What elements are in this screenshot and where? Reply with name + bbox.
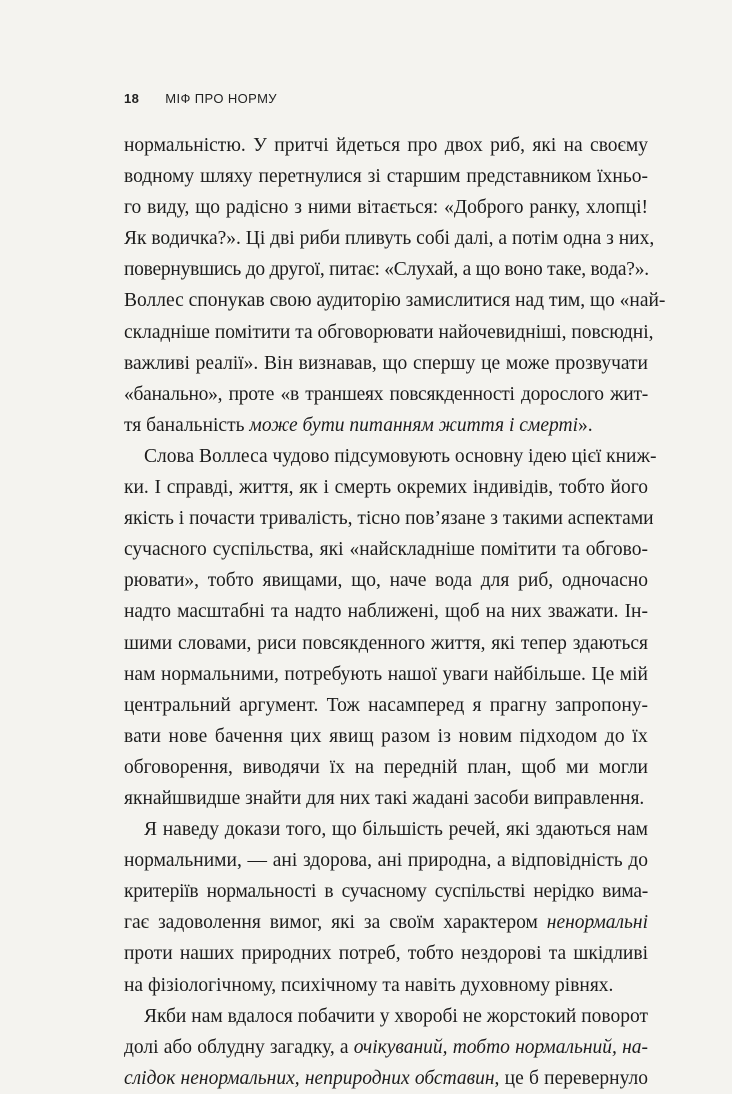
text-line — [124, 845, 648, 876]
text-segment: водному шляху перетнулися зі старшим представником їхньо- — [124, 166, 648, 188]
italic-text: може бути питанням життя і смерті — [249, 414, 578, 436]
text-segment: нам нормальними, потребують нашої уваги найбільше. Це мій — [124, 663, 648, 685]
text-segment: складніше помітити та обговорювати найочевидніші, повсюдні, — [124, 321, 654, 343]
text-line — [124, 1001, 648, 1032]
text-line — [124, 534, 648, 565]
text-line — [124, 970, 648, 1001]
text-line — [124, 628, 648, 659]
text-segment: на фізіологічному, психічному та навіть духовному рівнях. — [124, 974, 614, 996]
text-line — [124, 503, 654, 534]
text-line — [124, 814, 648, 845]
running-header — [124, 91, 277, 106]
text-segment: важливі реалії». Він визнавав, що спершу це може прозвучати — [124, 352, 648, 374]
text-segment: нормальними, — ані здорова, ані природна, а відповідність до — [124, 850, 648, 872]
text-line — [124, 752, 648, 783]
text-segment: якість і почасти тривалість, тісно пов’язане з такими аспектами — [124, 508, 654, 530]
text-segment: Воллес спонукав свою аудиторію замислитися над тим, що «най- — [124, 290, 666, 312]
text-segment: ». — [577, 414, 593, 436]
text-segment: «банально», проте «в траншеях повсякденності дорослого жит- — [124, 383, 648, 405]
text-line — [124, 783, 648, 814]
text-line — [124, 938, 648, 969]
text-line — [124, 876, 648, 907]
text-segment: надто масштабні та надто наближені, щоб на них зважати. Ін- — [124, 601, 648, 623]
text-segment: Як водичка?». Ці дві риби пливуть собі далі, а потім одна з них, — [124, 228, 655, 250]
text-line — [124, 721, 648, 752]
text-segment: Я наведу докази того, що більшість речей, які здаються нам — [144, 819, 648, 841]
text-segment: критеріїв нормальності в сучасному суспільстві нерідко вима- — [124, 881, 648, 903]
text-line — [124, 317, 654, 348]
text-segment: Якби нам вдалося побачити у хворобі не жорстокий поворот — [144, 1005, 648, 1027]
text-segment: го виду, що радісно з ними вітається: «Доброго ранку, хлопці! — [124, 197, 648, 219]
italic-text: очікуваний, тобто нормальний, на- — [353, 1036, 648, 1058]
text-segment: рювати», тобто явищами, що, наче вода для риб, одночасно — [124, 570, 648, 592]
text-segment: , це б перевернуло — [494, 1067, 648, 1089]
text-segment: сучасного суспільства, які «найскладніше помітити та обгово- — [124, 539, 648, 561]
text-segment: центральний аргумент. Тож насамперед я прагну запропону- — [124, 694, 648, 716]
text-segment: шими словами, риси повсякденного життя, які тепер здаються — [124, 632, 648, 654]
text-line — [124, 690, 648, 721]
text-segment: тя банальність — [124, 414, 250, 436]
text-segment: повернувшись до другої, питає: «Слухай, а що воно таке, вода?». — [124, 259, 649, 281]
text-line — [124, 285, 666, 316]
text-segment: вати нове бачення цих явищ разом із новим підходом до їх — [124, 725, 648, 747]
text-line — [124, 1032, 648, 1063]
text-segment: гає задоволення вимог, які за своїм характером — [124, 912, 547, 934]
running-title: МІФ ПРО НОРМУ — [165, 91, 277, 106]
text-segment: нормальністю. У притчі йдеться про двох риб, які на своєму — [124, 135, 648, 156]
text-segment: долі або облудну загадку, а — [124, 1036, 354, 1058]
italic-text: слідок ненормальних, неприродних обставин — [124, 1067, 495, 1089]
text-segment: ки. І справді, життя, як і смерть окремих індивідів, тобто його — [124, 477, 648, 499]
text-line — [124, 348, 648, 379]
text-line — [124, 410, 648, 441]
text-line — [124, 130, 648, 161]
text-segment: Слова Воллеса чудово підсумовують основну ідею цієї книж- — [144, 445, 657, 467]
text-line — [124, 161, 648, 192]
body-text — [124, 130, 666, 1094]
italic-text: ненормальні — [546, 912, 648, 934]
text-segment: проти наших природних потреб, тобто нездорові та шкідливі — [124, 943, 648, 965]
text-line — [124, 441, 657, 472]
text-line — [124, 1063, 648, 1094]
text-line — [124, 596, 648, 627]
text-line — [124, 254, 648, 285]
text-line — [124, 907, 648, 938]
text-line — [124, 223, 655, 254]
text-line — [124, 565, 648, 596]
text-line — [124, 192, 648, 223]
text-line — [124, 659, 648, 690]
text-line — [124, 472, 648, 503]
page-number: 18 — [124, 91, 140, 106]
text-line — [124, 379, 648, 410]
text-segment: якнайшвидше знайти для них такі жадані засоби виправлення. — [124, 787, 645, 809]
text-segment: обговорення, виводячи їх на передній план, щоб ми могли — [124, 756, 648, 778]
